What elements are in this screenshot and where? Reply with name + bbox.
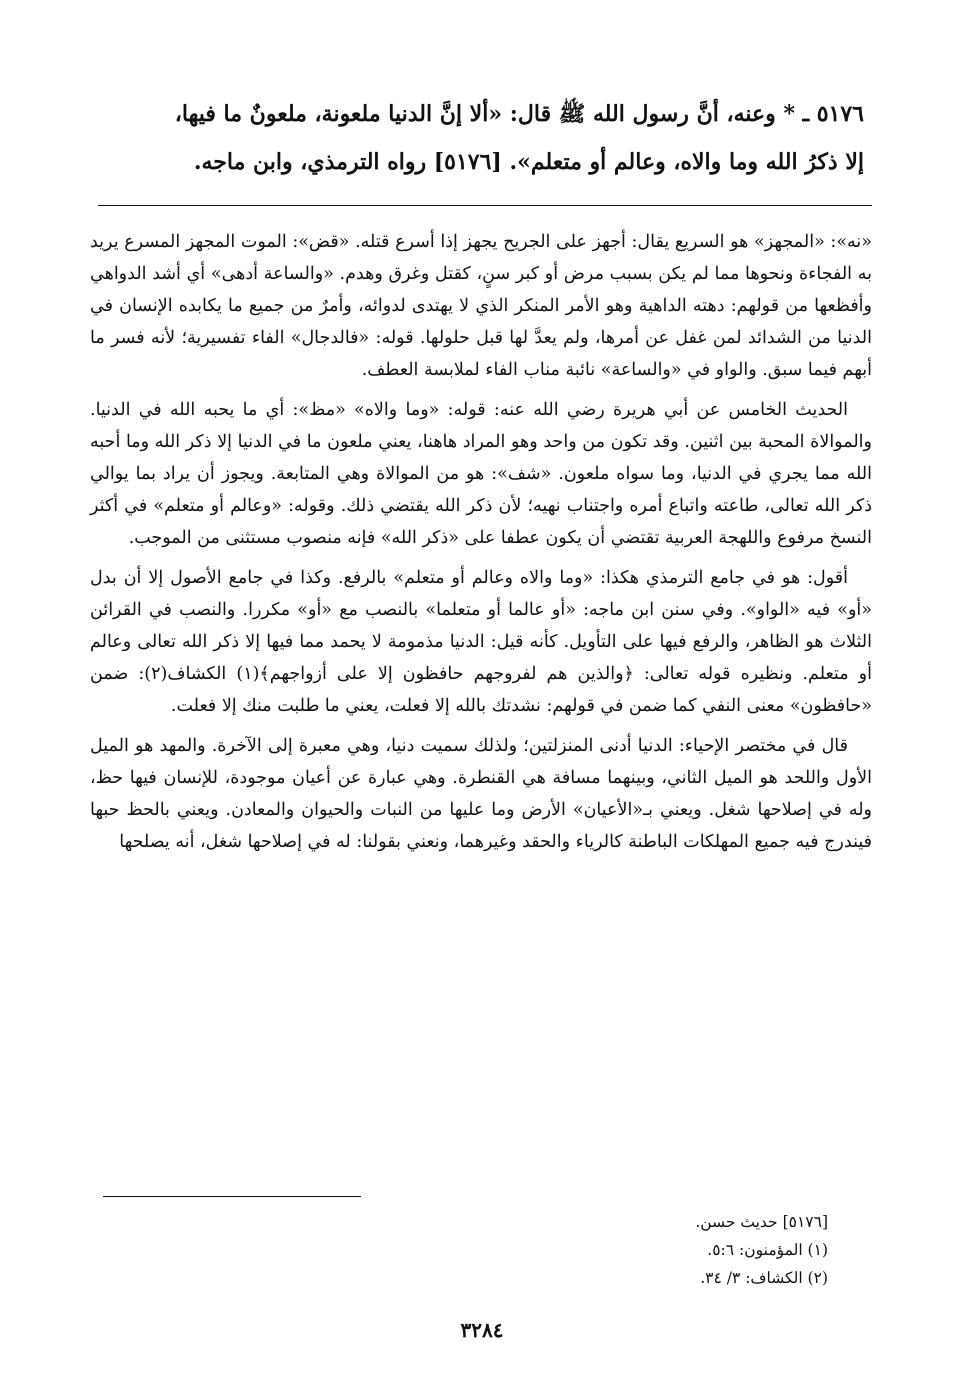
commentary-paragraph-1: «نه»: «المجهز» هو السريع يقال: أجهز على الجريح يجهز إذا أسرع قتله. «قض»: الموت المجهز المسرع يريد به الفجاءة ونحوها مما لم يكن بسبب مرض أو كبر سنٍ، كقتل وغرق وهدم. «والساعة أدهى» أي أشد الدواهي وأفظعها من قولهم: دهته الداهية وهو الأمر المنكر الذي لا يهتدى لدوائه، وأمرٌ من جميع ما يكابده الإنسان في الدنيا من الشدائد لمن غفل عن أمرها، ولم يعدَّ لها قبل حلولها. قوله: «فالدجال» الفاء تفسيرية؛ لأنه فسر ما أبهم فيما سبق. والواو في «والساعة» نائبة مناب الفاء لملابسة العطف. <box>90 232 872 380</box>
page-number: ٣٢٨٤ <box>460 1318 504 1342</box>
footnote-1: (١) المؤمنون: ٥:٦. <box>707 1241 828 1259</box>
commentary-body <box>90 226 872 866</box>
commentary-paragraph-4: قال في مختصر الإحياء: الدنيا أدنى المنزلتين؛ ولذلك سميت دنيا، وهي معبرة إلى الآخرة. والمهد هو الميل الأول واللحد هو الميل الثاني، وبينهما مسافة هي القنطرة. وهي عبارة عن أعيان موجودة، للإنسان فيها حظ، وله في إصلاحها شغل. ويعني بـ«الأعيان» الأرض وما عليها من النبات والحيوان والمعادن. ويعني بالحظ حبها فيندرج فيه جميع المهلكات الباطنة كالرياء والحقد وغيرهما، ونعني بقولنا: له في إصلاحها شغل، أنه يصلحها <box>90 736 872 852</box>
commentary-paragraph-2: الحديث الخامس عن أبي هريرة رضي الله عنه: قوله: «وما والاه» «مظ»: أي ما يحبه الله في الدنيا. والموالاة المحبة بين اثنين. وقد تكون من واحد وهو المراد هاهنا، يعني ملعون ما في الدنيا إلا ذكر الله وما أحبه الله مما يجري في الدنيا، وما سواه ملعون. «شف»: هو من الموالاة وهي المتابعة. ويجوز أن يراد بما يوالي ذكر الله تعالى، طاعته واتباع أمره واجتناب نهيه؛ لأن ذكر الله يقتضي ذلك. وقوله: «وعالم أو متعلم» في أكثر النسخ مرفوع واللهجة العربية تقتضي أن يكون عطفا على «ذكر الله» فإنه منصوب مستثنى من الموجب. <box>90 400 872 548</box>
footnote-2: (٢) الكشاف: ٣/ ٣٤. <box>700 1269 828 1287</box>
footnotes <box>90 1208 828 1292</box>
hadith-line-1: ٥١٧٦ ـ * وعنه، أنَّ رسول الله ﷺ قال: «ألا إنَّ الدنيا ملعونة، ملعونٌ ما فيها، <box>174 101 864 127</box>
hadith-text <box>90 90 864 186</box>
footnote-hadith-grade: [٥١٧٦] حديث حسن. <box>695 1213 828 1231</box>
section-divider <box>98 205 872 206</box>
commentary-paragraph-3: أقول: هو في جامع الترمذي هكذا: «وما والاه وعالم أو متعلم» بالرفع. وكذا في جامع الأصول إلا أن بدل «أو» فيه «الواو». وفي سنن ابن ماجه: «أو عالما أو متعلما» بالنصب مع «أو» مكررا. والنصب في القرائن الثلاث هو الظاهر، والرفع فيها على التأويل. كأنه قيل: الدنيا مذمومة لا يحمد مما فيها إلا ذكر الله تعالى وعالم أو متعلم. ونظيره قوله تعالى: ﴿والذين هم لفروجهم حافظون إلا على أزواجهم﴾(١) الكشاف(٢): ضمن «حافظون» معنى النفي كما ضمن في قولهم: نشدتك بالله إلا فعلت، يعني ما طلبت منك إلا فعلت. <box>90 568 872 716</box>
footnote-divider <box>103 1196 361 1197</box>
hadith-line-2: إلا ذكرُ الله وما والاه، وعالم أو متعلم». [٥١٧٦] رواه الترمذي، وابن ماجه. <box>193 149 864 175</box>
